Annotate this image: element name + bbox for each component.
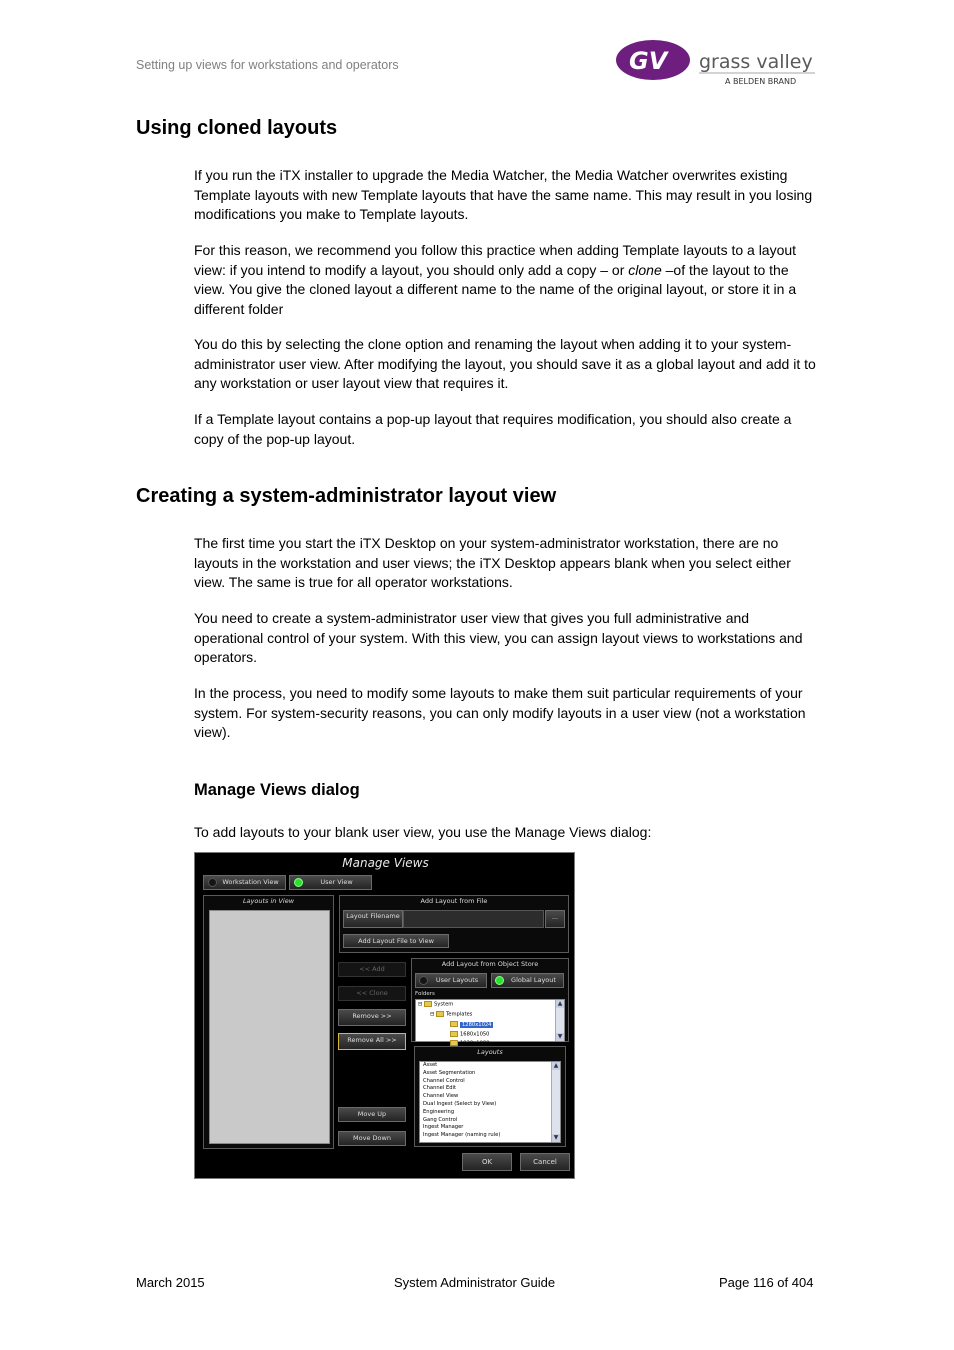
- folders-scrollbar[interactable]: [555, 1000, 564, 1041]
- logo-tagline: A BELDEN BRAND: [725, 77, 797, 86]
- layouts-list[interactable]: [419, 1061, 561, 1143]
- add-button[interactable]: << Add: [338, 962, 406, 977]
- user-view-led-icon: [294, 878, 303, 887]
- list-item[interactable]: Dual Ingest (Select by View): [423, 1100, 497, 1107]
- list-item[interactable]: Asset: [423, 1062, 438, 1068]
- section-heading-cloned-layouts: Using cloned layouts: [136, 117, 338, 139]
- cancel-button[interactable]: Cancel: [520, 1153, 570, 1171]
- running-head: Setting up views for workstations and operators: [136, 58, 399, 72]
- footer-guide-title: System Administrator Guide: [394, 1275, 556, 1290]
- user-layouts-button[interactable]: User Layouts: [415, 973, 487, 988]
- layouts-in-view-group: Layouts in View: [203, 895, 334, 1149]
- paragraph: If a Template layout contains a pop-up layout that requires modification, you should also create a copy of the pop-up layout.: [194, 411, 792, 447]
- workstation-view-led-icon: [208, 878, 217, 887]
- ok-button[interactable]: OK: [462, 1153, 512, 1171]
- add-layout-file-button[interactable]: Add Layout File to View: [343, 934, 449, 948]
- layout-filename-label: Layout Filename: [343, 910, 403, 928]
- list-item[interactable]: Channel View: [423, 1093, 459, 1100]
- grass-valley-logo: [615, 36, 820, 92]
- paragraph: The first time you start the iTX Desktop on your system-administrator workstation, there are no layouts in the workstation and user views; the iTX Desktop appears blank when you select either view. The same is true for all operator workstations.: [194, 535, 791, 590]
- workstation-view-button[interactable]: Workstation View: [203, 875, 286, 890]
- remove-all-button[interactable]: Remove All >>: [338, 1033, 406, 1050]
- user-layouts-led-icon: [419, 976, 428, 985]
- paragraph: You need to create a system-administrator user view that gives you full administrative and operational control of your system. With this view, you can assign layout views to workstations and operators.: [194, 610, 803, 665]
- logo-wordmark: grass valley: [699, 51, 813, 73]
- add-layout-from-file-group: Add Layout from File Layout Filename ... Add Layout File to View: [339, 895, 569, 953]
- manage-views-dialog: [194, 852, 575, 1179]
- list-item[interactable]: Gang Control: [423, 1116, 458, 1123]
- list-item[interactable]: Ingest Manager (naming rule): [423, 1132, 501, 1139]
- move-down-button[interactable]: Move Down: [338, 1131, 406, 1146]
- global-layout-led-icon: [495, 976, 504, 985]
- tree-item[interactable]: ⊟ System: [418, 1001, 454, 1008]
- remove-button[interactable]: Remove >>: [338, 1009, 406, 1026]
- footer-page-number: Page 116 of 404: [719, 1275, 814, 1290]
- svg-text:GV: GV: [629, 47, 668, 75]
- dialog-title: Manage Views: [342, 856, 429, 870]
- paragraph: In the process, you need to modify some layouts to make them suit particular requirements of your system. For system-security reasons, you can only modify layouts in a user view (not a workstation view).: [194, 685, 806, 740]
- tree-item[interactable]: 1680x1050: [450, 1031, 489, 1039]
- paragraph: You do this by selecting the clone option and renaming the layout when adding it to your system-administrator user view. After modifying the layout, you should save it as a global layout and add it to any workstation or user layout view that requires it.: [194, 336, 816, 391]
- tree-item[interactable]: ⊟ Templates: [430, 1011, 473, 1018]
- tree-item[interactable]: 1280x1024: [450, 1021, 493, 1029]
- browse-button[interactable]: ...: [545, 910, 565, 928]
- list-item[interactable]: Channel Control: [423, 1077, 465, 1084]
- list-item[interactable]: Channel Edit: [423, 1085, 456, 1092]
- folder-icon: [450, 1021, 458, 1027]
- layouts-scrollbar[interactable]: [551, 1062, 560, 1142]
- paragraph: To add layouts to your blank user view, you use the Manage Views dialog:: [194, 824, 652, 840]
- folders-label: Folders: [415, 991, 435, 997]
- folder-icon: [436, 1011, 444, 1017]
- global-layout-button[interactable]: Global Layout: [491, 973, 564, 988]
- list-item[interactable]: Ingest Manager: [423, 1124, 464, 1131]
- paragraph: If you run the iTX installer to upgrade the Media Watcher, the Media Watcher overwrites existing Template layouts with new Template layouts that have the same name. This may result in you losing modifications you make to Template layouts.: [194, 167, 813, 222]
- user-view-button[interactable]: User View: [289, 875, 372, 890]
- scroll-up-icon[interactable]: ▲: [553, 1062, 559, 1069]
- paragraph: For this reason, we recommend you follow this practice when adding Template layouts to a layout view: if you intend to modify a layout, you should only add a copy – or clone –of the layout to the view. You give the cloned layout a different name to the name of the original layout, or store it in a different folder: [194, 242, 797, 317]
- layouts-group: Layouts Asset Asset Segmentation Channel Control Channel Edit Channel View Dual Ingest (Select by View) Engineering Gang Control Ingest Manager Ingest Manager (naming rule) ▲ ▼: [414, 1046, 566, 1147]
- clone-emphasis: clone: [628, 261, 662, 278]
- tree-item[interactable]: 1920x1080: [450, 1040, 489, 1048]
- list-item[interactable]: Engineering: [423, 1108, 455, 1115]
- layouts-in-view-list[interactable]: [209, 910, 330, 1144]
- layout-filename-field[interactable]: [403, 910, 544, 928]
- add-from-object-store-group: Add Layout from Object Store User Layouts Global Layout Folders ⊟ System ⊟ Templates 1280x1024 1680x1050 1920x1080 ▲ ▼: [411, 958, 569, 1042]
- list-item[interactable]: Asset Segmentation: [423, 1069, 476, 1076]
- move-up-button[interactable]: Move Up: [338, 1107, 406, 1122]
- section-heading-sysadmin-layout-view: Creating a system-administrator layout view: [136, 485, 557, 507]
- folder-icon: [424, 1001, 432, 1007]
- subsection-heading: Manage Views dialog: [194, 781, 360, 799]
- footer-date: March 2015: [136, 1275, 205, 1290]
- folder-icon: [450, 1031, 458, 1037]
- scroll-up-icon[interactable]: ▲: [557, 1000, 563, 1007]
- scroll-down-icon[interactable]: ▼: [553, 1134, 559, 1141]
- scroll-down-icon[interactable]: ▼: [557, 1033, 563, 1040]
- clone-button[interactable]: << Clone: [338, 986, 406, 1001]
